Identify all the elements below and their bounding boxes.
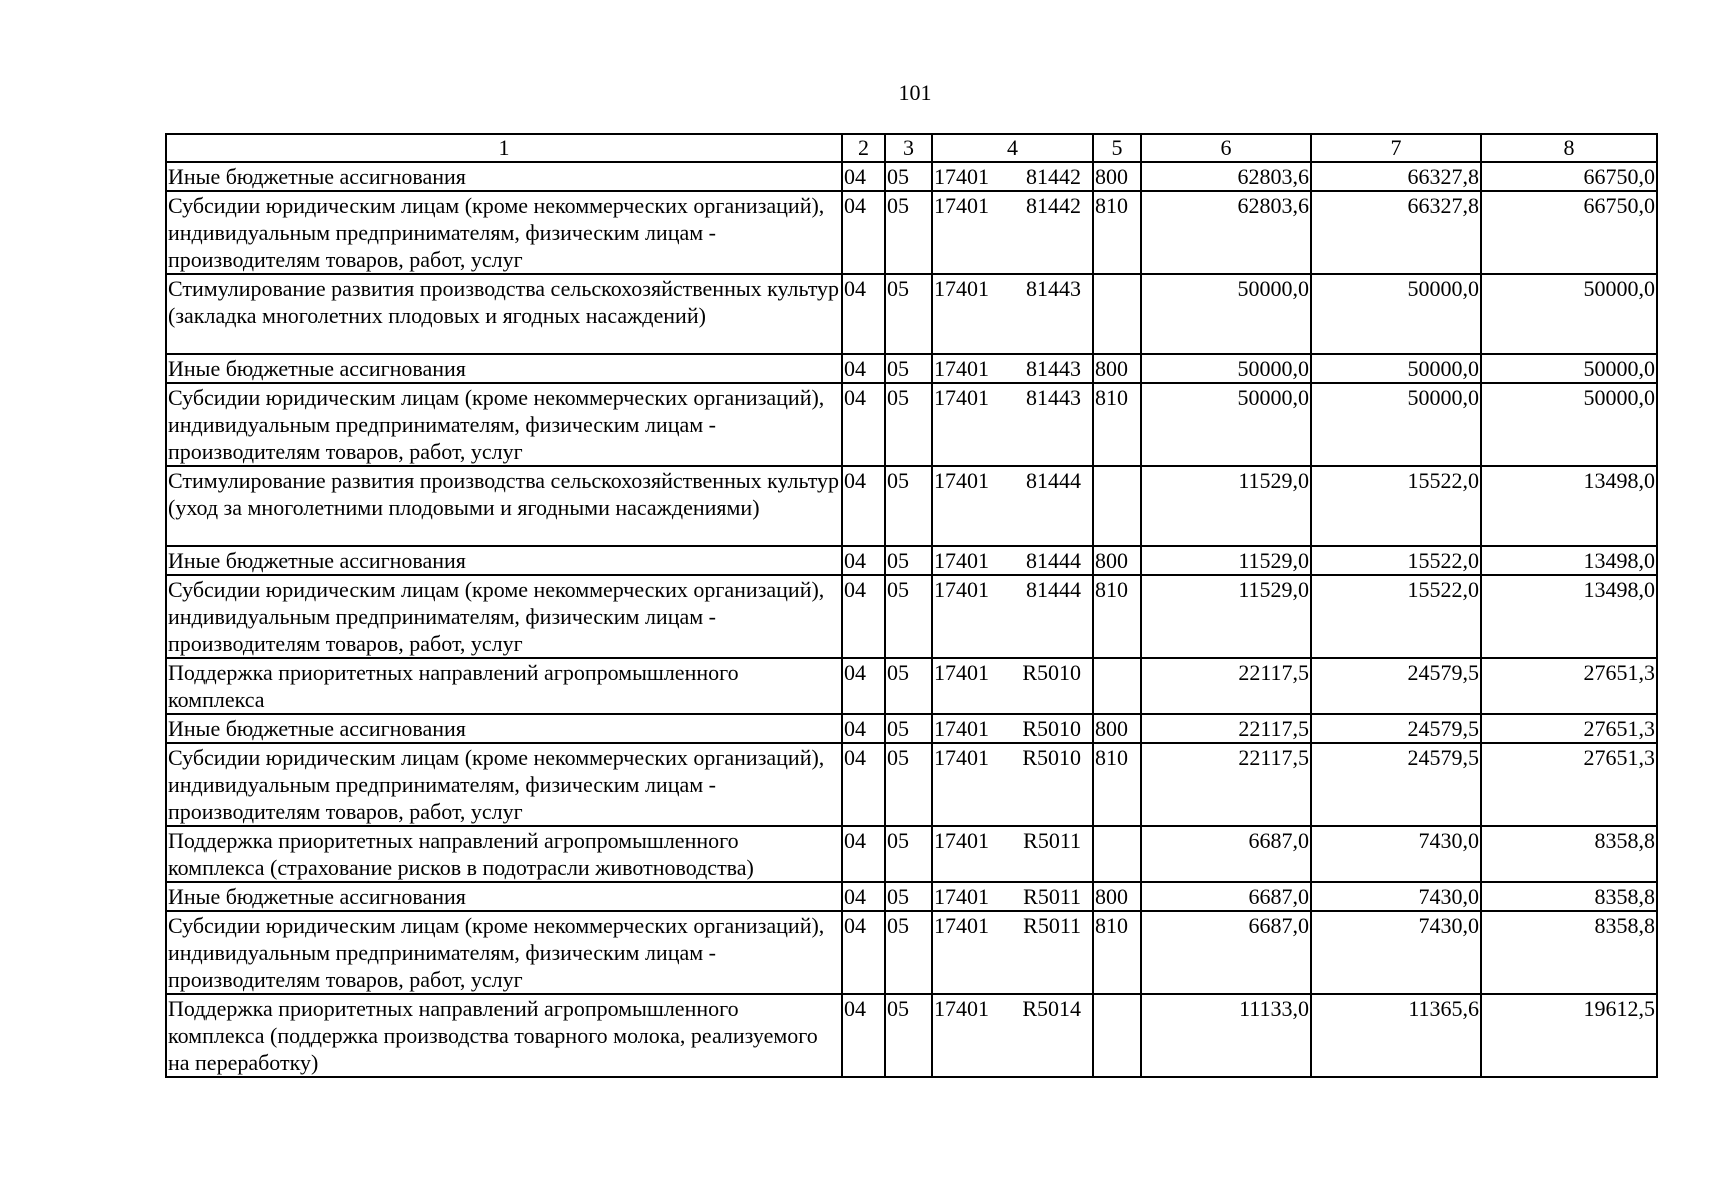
- amount-year-3-cell: 66750,0: [1481, 162, 1657, 191]
- table-row: [166, 383, 1657, 466]
- amount-year-2-cell: 15522,0: [1311, 575, 1481, 658]
- amount-year-1-cell: 62803,6: [1141, 162, 1311, 191]
- row-name-cell: Поддержка приоритетных направлений агропромышленного комплекса (поддержка производства товарного молока, реализуемого на переработку): [166, 994, 842, 1077]
- amount-year-3-cell: 13498,0: [1481, 575, 1657, 658]
- target-article-prefix: 17401: [934, 996, 989, 1021]
- expense-type-cell: [1093, 826, 1141, 882]
- header-row: [166, 134, 1657, 162]
- subsection-code-cell: 05: [885, 714, 932, 743]
- header-col-6: 6: [1141, 134, 1311, 162]
- expense-type-cell: 810: [1093, 191, 1141, 274]
- amount-year-3-cell: 27651,3: [1481, 658, 1657, 714]
- target-article-code: R5010: [1022, 745, 1081, 770]
- expense-type-cell: 800: [1093, 162, 1141, 191]
- target-article-code: R5011: [1023, 913, 1081, 938]
- amount-year-2-cell: 50000,0: [1311, 274, 1481, 354]
- row-name-cell: Иные бюджетные ассигнования: [166, 546, 842, 575]
- table-row: [166, 911, 1657, 994]
- amount-year-1-cell: 22117,5: [1141, 658, 1311, 714]
- header-col-2: 2: [842, 134, 885, 162]
- subsection-code-cell: 05: [885, 743, 932, 826]
- target-article-code: 81444: [1026, 548, 1081, 573]
- expense-type-cell: [1093, 274, 1141, 354]
- amount-year-1-cell: 62803,6: [1141, 191, 1311, 274]
- section-code-cell: 04: [842, 658, 885, 714]
- row-name-cell: Субсидии юридическим лицам (кроме некоммерческих организаций), индивидуальным предпринимателям, физическим лицам - производителям товаров, работ, услуг: [166, 911, 842, 994]
- target-article-code: R5010: [1022, 660, 1081, 685]
- table-row: [166, 882, 1657, 911]
- target-article-cell: [932, 383, 1093, 466]
- section-code-cell: 04: [842, 714, 885, 743]
- expense-type-cell: [1093, 994, 1141, 1077]
- amount-year-1-cell: 11133,0: [1141, 994, 1311, 1077]
- target-article-cell: [932, 546, 1093, 575]
- table-row: [166, 546, 1657, 575]
- target-article-cell: [932, 743, 1093, 826]
- target-article-code: 81444: [1026, 468, 1081, 493]
- target-article-cell: [932, 274, 1093, 354]
- expense-type-cell: 800: [1093, 354, 1141, 383]
- target-article-prefix: 17401: [934, 716, 989, 741]
- row-name-cell: Поддержка приоритетных направлений агропромышленного комплекса (страхование рисков в подотрасли животноводства): [166, 826, 842, 882]
- section-code-cell: 04: [842, 162, 885, 191]
- subsection-code-cell: 05: [885, 658, 932, 714]
- target-article-prefix: 17401: [934, 468, 989, 493]
- section-code-cell: 04: [842, 826, 885, 882]
- target-article-code: 81442: [1026, 164, 1081, 189]
- page-number: 101: [898, 80, 932, 105]
- amount-year-1-cell: 50000,0: [1141, 354, 1311, 383]
- target-article-cell: [932, 354, 1093, 383]
- target-article-cell: [932, 575, 1093, 658]
- amount-year-2-cell: 24579,5: [1311, 743, 1481, 826]
- target-article-prefix: 17401: [934, 276, 989, 301]
- amount-year-3-cell: 8358,8: [1481, 826, 1657, 882]
- amount-year-2-cell: 15522,0: [1311, 546, 1481, 575]
- row-name-cell: Иные бюджетные ассигнования: [166, 354, 842, 383]
- target-article-code: 81444: [1026, 577, 1081, 602]
- subsection-code-cell: 05: [885, 546, 932, 575]
- target-article-prefix: 17401: [934, 356, 989, 381]
- header-col-8: 8: [1481, 134, 1657, 162]
- target-article-prefix: 17401: [934, 828, 989, 853]
- amount-year-1-cell: 6687,0: [1141, 882, 1311, 911]
- row-name-cell: Субсидии юридическим лицам (кроме некоммерческих организаций), индивидуальным предпринимателям, физическим лицам - производителям товаров, работ, услуг: [166, 383, 842, 466]
- target-article-prefix: 17401: [934, 884, 989, 909]
- target-article-prefix: 17401: [934, 660, 989, 685]
- expense-type-cell: 810: [1093, 383, 1141, 466]
- subsection-code-cell: 05: [885, 383, 932, 466]
- amount-year-2-cell: 66327,8: [1311, 191, 1481, 274]
- amount-year-2-cell: 15522,0: [1311, 466, 1481, 546]
- target-article-prefix: 17401: [934, 577, 989, 602]
- amount-year-3-cell: 50000,0: [1481, 274, 1657, 354]
- budget-table: [165, 133, 1658, 1078]
- row-name-cell: Иные бюджетные ассигнования: [166, 162, 842, 191]
- target-article-prefix: 17401: [934, 385, 989, 410]
- target-article-cell: [932, 191, 1093, 274]
- target-article-code: 81443: [1026, 276, 1081, 301]
- amount-year-3-cell: 8358,8: [1481, 911, 1657, 994]
- header-col-7: 7: [1311, 134, 1481, 162]
- amount-year-1-cell: 6687,0: [1141, 911, 1311, 994]
- subsection-code-cell: 05: [885, 826, 932, 882]
- target-article-cell: [932, 911, 1093, 994]
- amount-year-3-cell: 13498,0: [1481, 466, 1657, 546]
- table-row: [166, 354, 1657, 383]
- amount-year-1-cell: 22117,5: [1141, 743, 1311, 826]
- section-code-cell: 04: [842, 274, 885, 354]
- target-article-cell: [932, 714, 1093, 743]
- amount-year-2-cell: 7430,0: [1311, 882, 1481, 911]
- amount-year-3-cell: 50000,0: [1481, 354, 1657, 383]
- target-article-code: R5014: [1022, 996, 1081, 1021]
- amount-year-2-cell: 7430,0: [1311, 826, 1481, 882]
- table-row: [166, 743, 1657, 826]
- section-code-cell: 04: [842, 191, 885, 274]
- section-code-cell: 04: [842, 994, 885, 1077]
- row-name-cell: Иные бюджетные ассигнования: [166, 882, 842, 911]
- section-code-cell: 04: [842, 882, 885, 911]
- subsection-code-cell: 05: [885, 354, 932, 383]
- amount-year-3-cell: 27651,3: [1481, 743, 1657, 826]
- subsection-code-cell: 05: [885, 466, 932, 546]
- target-article-prefix: 17401: [934, 193, 989, 218]
- target-article-cell: [932, 162, 1093, 191]
- amount-year-3-cell: 27651,3: [1481, 714, 1657, 743]
- table-row: [166, 826, 1657, 882]
- table-row: [166, 658, 1657, 714]
- amount-year-1-cell: 22117,5: [1141, 714, 1311, 743]
- expense-type-cell: 800: [1093, 882, 1141, 911]
- table-row: [166, 575, 1657, 658]
- amount-year-2-cell: 50000,0: [1311, 354, 1481, 383]
- row-name-cell: Субсидии юридическим лицам (кроме некоммерческих организаций), индивидуальным предпринимателям, физическим лицам - производителям товаров, работ, услуг: [166, 575, 842, 658]
- table-row: [166, 994, 1657, 1077]
- table-row: [166, 466, 1657, 546]
- amount-year-3-cell: 50000,0: [1481, 383, 1657, 466]
- amount-year-2-cell: 24579,5: [1311, 658, 1481, 714]
- amount-year-2-cell: 24579,5: [1311, 714, 1481, 743]
- subsection-code-cell: 05: [885, 911, 932, 994]
- amount-year-3-cell: 19612,5: [1481, 994, 1657, 1077]
- section-code-cell: 04: [842, 546, 885, 575]
- target-article-cell: [932, 658, 1093, 714]
- amount-year-3-cell: 66750,0: [1481, 191, 1657, 274]
- amount-year-1-cell: 6687,0: [1141, 826, 1311, 882]
- target-article-code: 81443: [1026, 356, 1081, 381]
- amount-year-1-cell: 11529,0: [1141, 546, 1311, 575]
- target-article-cell: [932, 466, 1093, 546]
- table-body: [166, 162, 1657, 1077]
- amount-year-1-cell: 50000,0: [1141, 383, 1311, 466]
- table-row: [166, 714, 1657, 743]
- target-article-cell: [932, 826, 1093, 882]
- row-name-cell: Субсидии юридическим лицам (кроме некоммерческих организаций), индивидуальным предпринимателям, физическим лицам - производителям товаров, работ, услуг: [166, 191, 842, 274]
- subsection-code-cell: 05: [885, 274, 932, 354]
- target-article-code: R5010: [1022, 716, 1081, 741]
- amount-year-3-cell: 8358,8: [1481, 882, 1657, 911]
- table-row: [166, 162, 1657, 191]
- expense-type-cell: 810: [1093, 911, 1141, 994]
- subsection-code-cell: 05: [885, 882, 932, 911]
- target-article-prefix: 17401: [934, 548, 989, 573]
- table-row: [166, 191, 1657, 274]
- section-code-cell: 04: [842, 575, 885, 658]
- target-article-code: 81443: [1026, 385, 1081, 410]
- amount-year-3-cell: 13498,0: [1481, 546, 1657, 575]
- target-article-code: R5011: [1023, 828, 1081, 853]
- amount-year-1-cell: 50000,0: [1141, 274, 1311, 354]
- target-article-prefix: 17401: [934, 164, 989, 189]
- amount-year-1-cell: 11529,0: [1141, 575, 1311, 658]
- expense-type-cell: [1093, 466, 1141, 546]
- expense-type-cell: 810: [1093, 575, 1141, 658]
- section-code-cell: 04: [842, 743, 885, 826]
- section-code-cell: 04: [842, 466, 885, 546]
- row-name-cell: Иные бюджетные ассигнования: [166, 714, 842, 743]
- target-article-prefix: 17401: [934, 745, 989, 770]
- expense-type-cell: 810: [1093, 743, 1141, 826]
- header-col-3: 3: [885, 134, 932, 162]
- header-col-1: 1: [166, 134, 842, 162]
- expense-type-cell: 800: [1093, 546, 1141, 575]
- expense-type-cell: [1093, 658, 1141, 714]
- target-article-prefix: 17401: [934, 913, 989, 938]
- row-name-cell: Стимулирование развития производства сельскохозяйственных культур (уход за многолетними плодовыми и ягодными насаждениями): [166, 466, 842, 546]
- section-code-cell: 04: [842, 354, 885, 383]
- subsection-code-cell: 05: [885, 575, 932, 658]
- subsection-code-cell: 05: [885, 191, 932, 274]
- header-col-4: 4: [932, 134, 1093, 162]
- target-article-cell: [932, 882, 1093, 911]
- target-article-cell: [932, 994, 1093, 1077]
- row-name-cell: Поддержка приоритетных направлений агропромышленного комплекса: [166, 658, 842, 714]
- header-col-5: 5: [1093, 134, 1141, 162]
- subsection-code-cell: 05: [885, 994, 932, 1077]
- row-name-cell: Субсидии юридическим лицам (кроме некоммерческих организаций), индивидуальным предпринимателям, физическим лицам - производителям товаров, работ, услуг: [166, 743, 842, 826]
- amount-year-2-cell: 50000,0: [1311, 383, 1481, 466]
- amount-year-2-cell: 7430,0: [1311, 911, 1481, 994]
- target-article-code: R5011: [1023, 884, 1081, 909]
- row-name-cell: Стимулирование развития производства сельскохозяйственных культур (закладка многолетних плодовых и ягодных насаждений): [166, 274, 842, 354]
- amount-year-1-cell: 11529,0: [1141, 466, 1311, 546]
- section-code-cell: 04: [842, 911, 885, 994]
- section-code-cell: 04: [842, 383, 885, 466]
- table-row: [166, 274, 1657, 354]
- amount-year-2-cell: 66327,8: [1311, 162, 1481, 191]
- target-article-code: 81442: [1026, 193, 1081, 218]
- amount-year-2-cell: 11365,6: [1311, 994, 1481, 1077]
- subsection-code-cell: 05: [885, 162, 932, 191]
- expense-type-cell: 800: [1093, 714, 1141, 743]
